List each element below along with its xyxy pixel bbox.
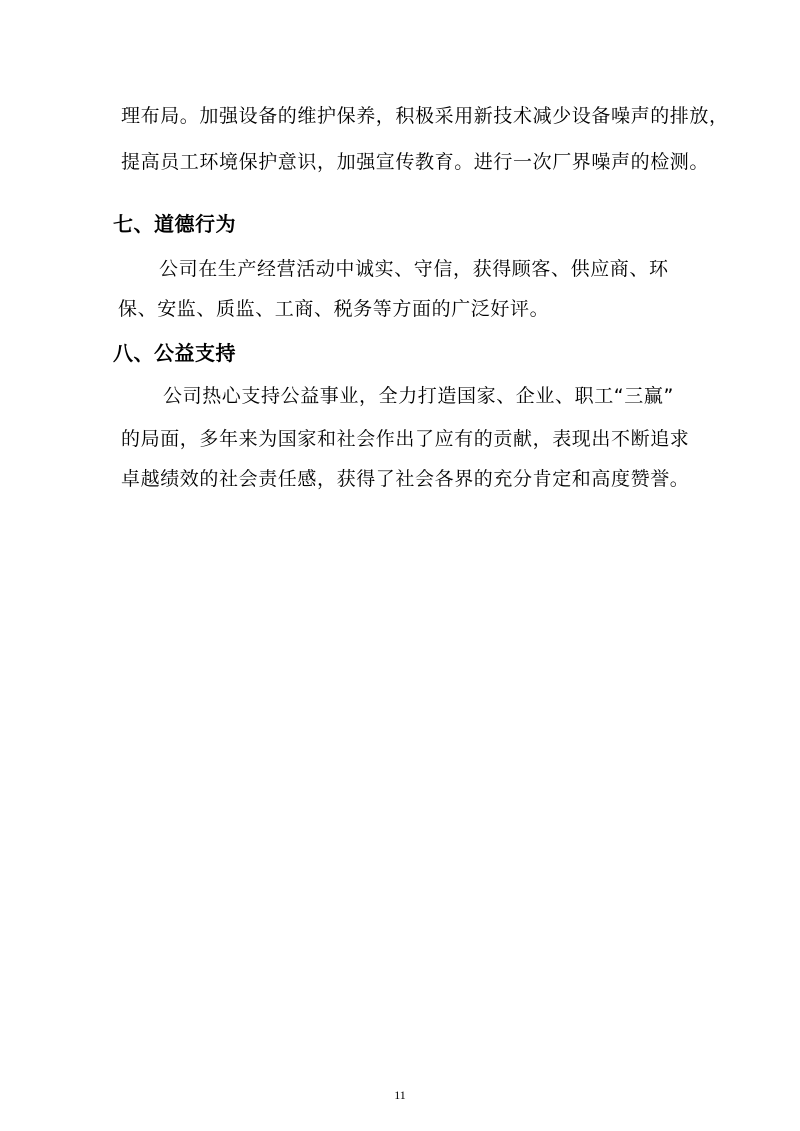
section-heading-public-welfare: 八、公益支持 bbox=[113, 341, 236, 365]
paragraph-line: 公司在生产经营活动中诚实、守信，获得顾客、供应商、环 bbox=[159, 258, 669, 280]
paragraph-line: 理布局。加强设备的维护保养，积极采用新技术减少设备噪声的排放， bbox=[121, 105, 729, 127]
paragraph-line: 的局面，多年来为国家和社会作出了应有的贡献，表现出不断追求 bbox=[121, 428, 690, 450]
paragraph-line: 提高员工环境保护意识，加强宣传教育。进行一次厂界噪声的检测。 bbox=[121, 151, 710, 173]
paragraph-line: 公司热心支持公益事业，全力打造国家、企业、职工“三赢” bbox=[163, 385, 674, 407]
paragraph-line: 卓越绩效的社会责任感，获得了社会各界的充分肯定和高度赞誉。 bbox=[121, 468, 690, 490]
page-number: 11 bbox=[394, 1088, 406, 1102]
paragraph-line: 保、安监、质监、工商、税务等方面的广泛好评。 bbox=[118, 298, 550, 320]
section-heading-moral-conduct: 七、道德行为 bbox=[113, 212, 236, 236]
